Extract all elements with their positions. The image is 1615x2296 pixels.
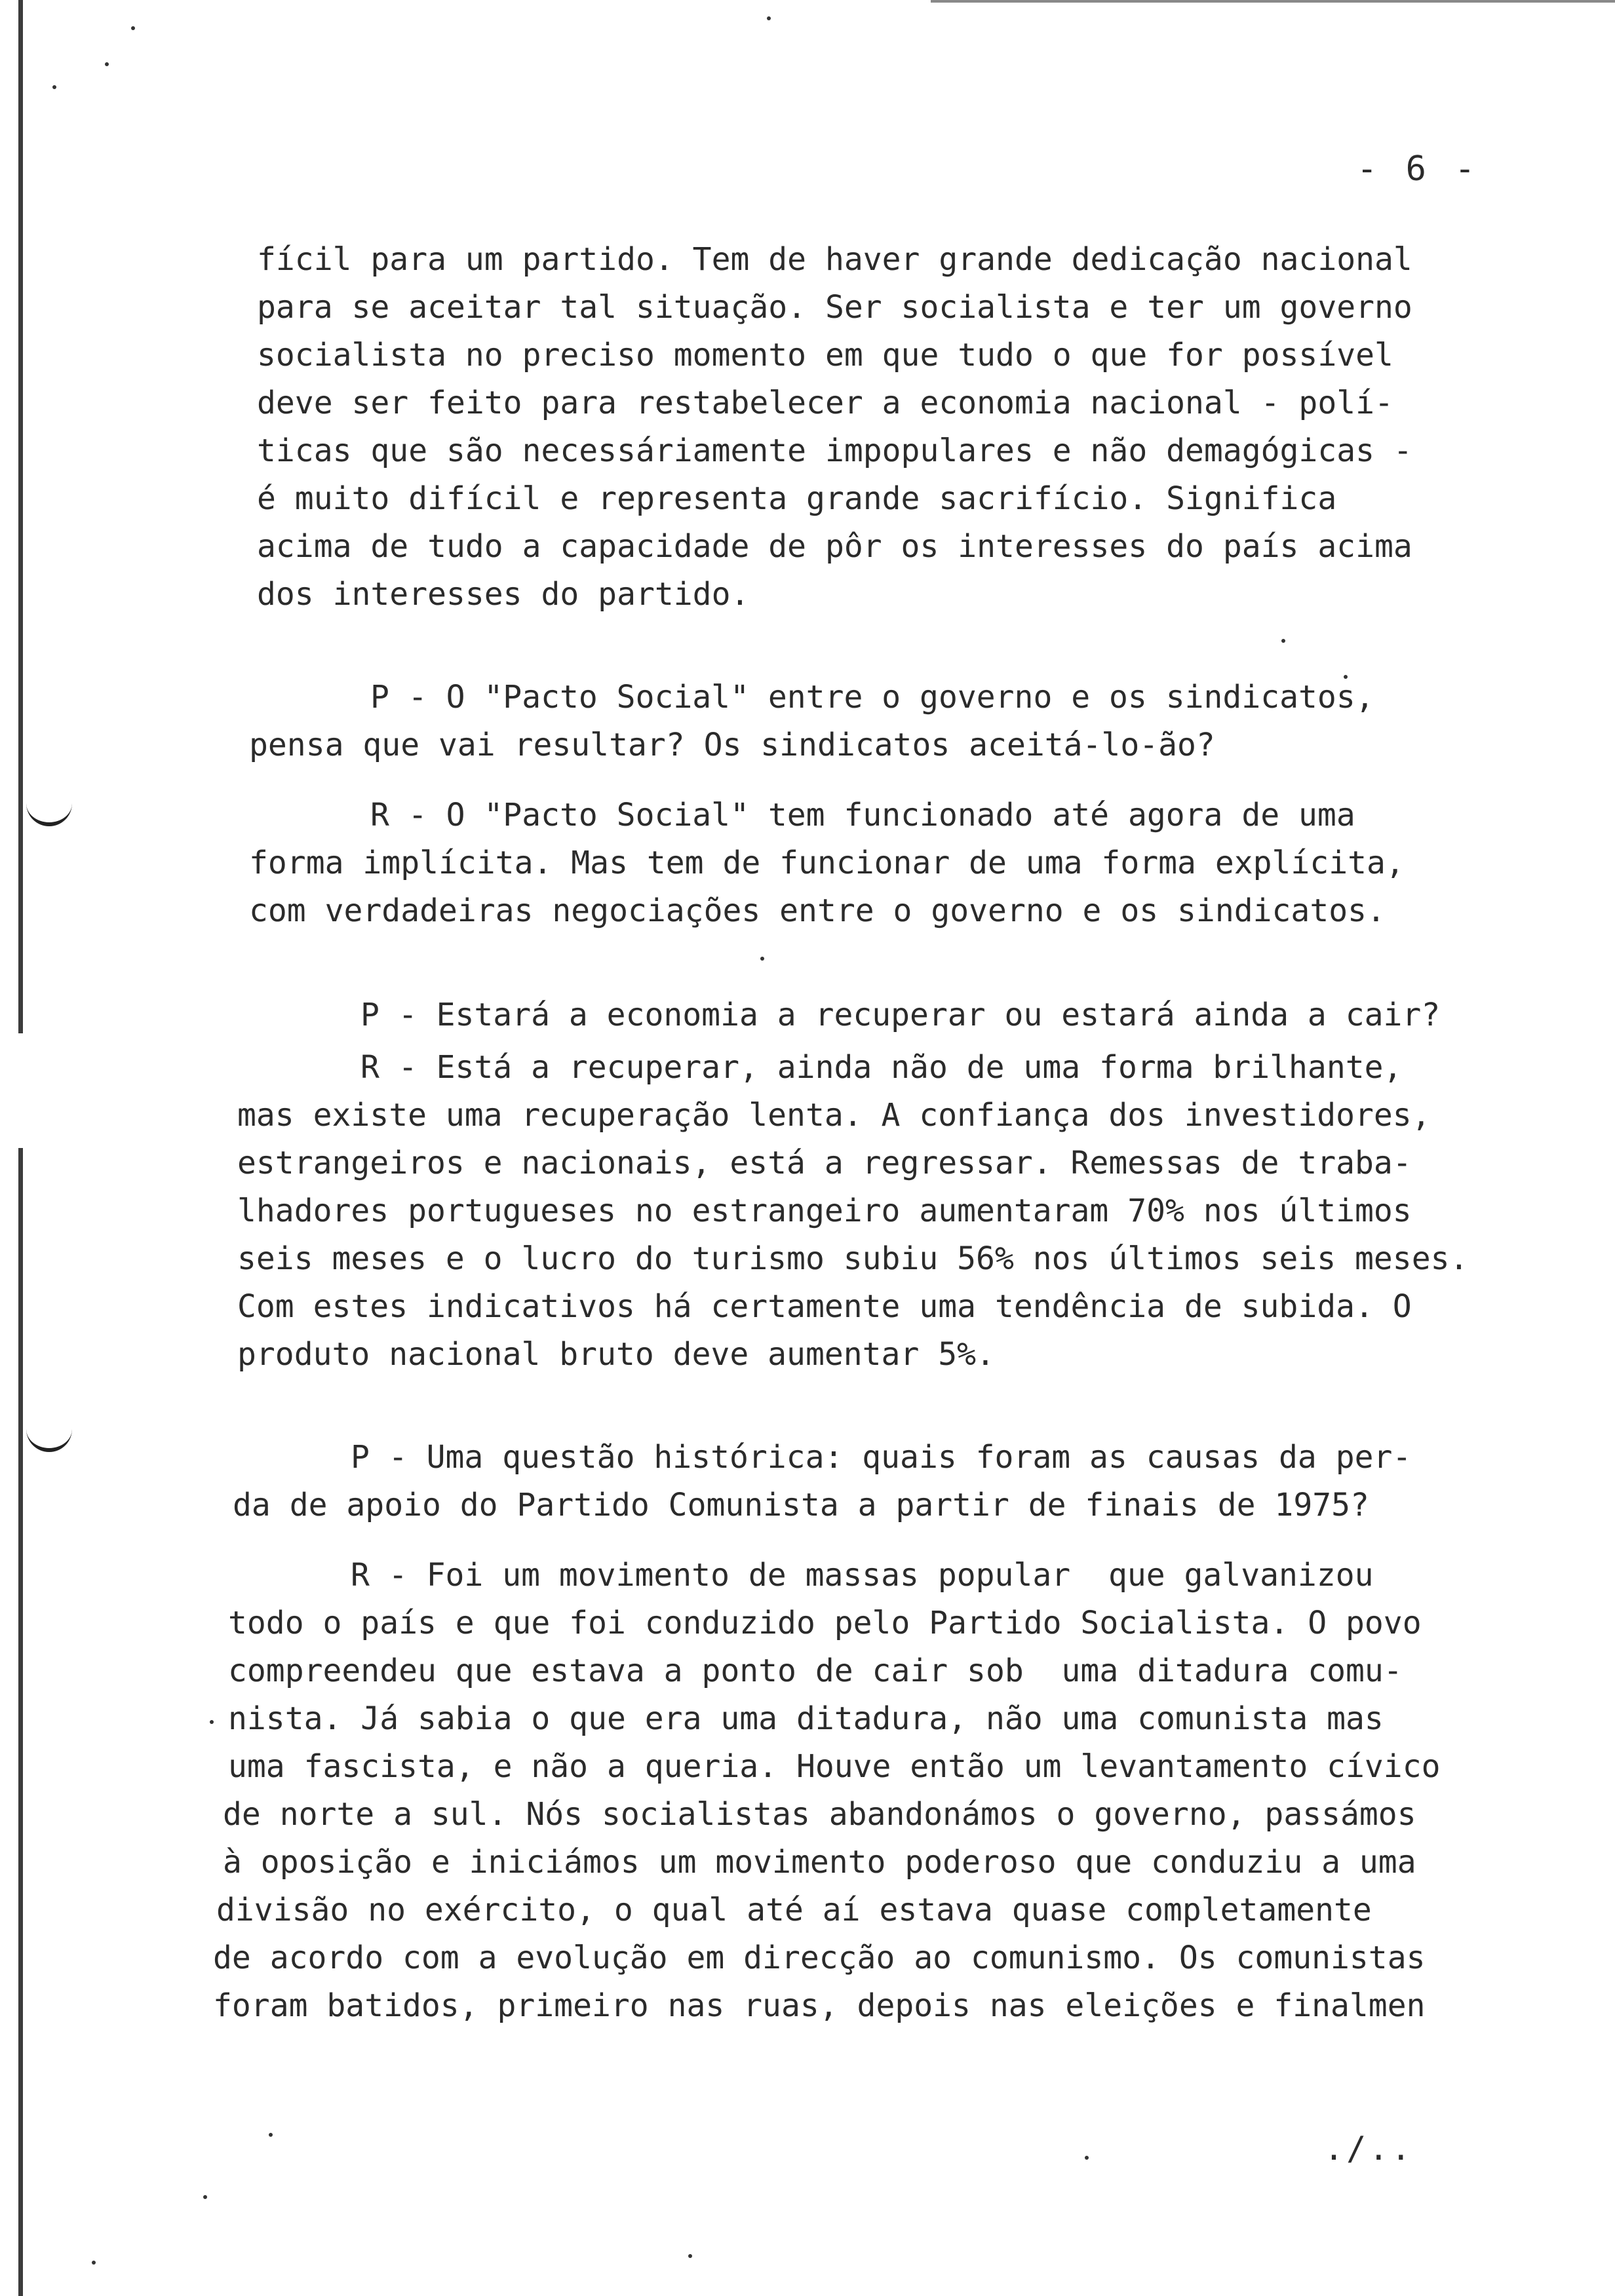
- text-line: uma fascista, e não a queria. Houve então um levantamento cívico: [228, 1748, 1441, 1785]
- text-line: lhadores portugueses no estrangeiro aumentaram 70% nos últimos: [237, 1193, 1412, 1229]
- dust-speck: [1085, 2156, 1089, 2160]
- text-line: socialista no preciso momento em que tudo o que for possível: [257, 337, 1393, 373]
- text-line: estrangeiros e nacionais, está a regressar. Remessas de traba-: [237, 1145, 1412, 1181]
- dust-speck: [105, 62, 109, 66]
- dust-speck: [269, 2133, 273, 2137]
- dust-speck: [1281, 639, 1285, 643]
- dust-speck: [52, 85, 56, 89]
- text-line: seis meses e o lucro do turismo subiu 56% nos últimos seis meses.: [237, 1240, 1469, 1277]
- text-line: todo o país e que foi conduzido pelo Partido Socialista. O povo: [228, 1605, 1422, 1641]
- dust-speck: [767, 16, 771, 20]
- question-line: P - O "Pacto Social" entre o governo e os sindicatos,: [370, 679, 1374, 716]
- text-line: acima de tudo a capacidade de pôr os interesses do país acima: [257, 528, 1412, 565]
- question-line: P - Estará a economia a recuperar ou estará ainda a cair?: [360, 997, 1441, 1033]
- dust-speck: [203, 2195, 207, 2199]
- text-line: ticas que são necessáriamente impopulares e não demagógicas -: [257, 432, 1412, 469]
- answer-line: R - Está a recuperar, ainda não de uma forma brilhante,: [360, 1049, 1403, 1086]
- question-line: P - Uma questão histórica: quais foram as causas da per-: [351, 1439, 1412, 1476]
- dust-speck: [131, 26, 135, 30]
- answer-line: R - O "Pacto Social" tem funcionado até agora de uma: [370, 797, 1355, 833]
- text-line: para se aceitar tal situação. Ser socialista e ter um governo: [257, 289, 1412, 326]
- text-line: forma implícita. Mas tem de funcionar de uma forma explícita,: [249, 845, 1405, 881]
- punch-hole-mark: [26, 1422, 72, 1452]
- continuation-mark: ./..: [1324, 2130, 1414, 2168]
- text-line: Com estes indicativos há certamente uma tendência de subida. O: [237, 1288, 1412, 1325]
- page-number: - 6 -: [1357, 149, 1479, 189]
- text-line: de acordo com a evolução em direcção ao comunismo. Os comunistas: [213, 1940, 1426, 1976]
- top-edge-shadow: [931, 0, 1615, 3]
- text-line: divisão no exército, o qual até aí estava quase completamente: [216, 1892, 1372, 1928]
- text-line: mas existe uma recuperação lenta. A confiança dos investidores,: [237, 1097, 1431, 1134]
- dust-speck: [760, 957, 764, 961]
- text-line: deve ser feito para restabelecer a economia nacional - polí-: [257, 385, 1393, 421]
- answer-line: R - Foi um movimento de massas popular que galvanizou: [351, 1557, 1374, 1594]
- page-edge-shadow: [18, 0, 23, 2296]
- dust-speck: [688, 2254, 692, 2258]
- dust-speck: [210, 1720, 214, 1724]
- text-line: compreendeu que estava a ponto de cair sob uma ditadura comu-: [228, 1653, 1403, 1689]
- text-line: nista. Já sabia o que era uma ditadura, não uma comunista mas: [228, 1700, 1384, 1737]
- text-line: da de apoio do Partido Comunista a partir de finais de 1975?: [233, 1487, 1369, 1523]
- text-line: com verdadeiras negociações entre o governo e os sindicatos.: [249, 892, 1386, 929]
- text-line: pensa que vai resultar? Os sindicatos aceitá-lo-ão?: [249, 727, 1215, 763]
- text-line: de norte a sul. Nós socialistas abandonámos o governo, passámos: [223, 1796, 1416, 1833]
- text-line: à oposição e iniciámos um movimento poderoso que conduziu a uma: [223, 1844, 1416, 1881]
- text-line: foram batidos, primeiro nas ruas, depois nas eleições e finalmen: [213, 1987, 1426, 2024]
- text-line: dos interesses do partido.: [257, 576, 750, 613]
- text-line: fícil para um partido. Tem de haver grande dedicação nacional: [257, 241, 1412, 278]
- dust-speck: [92, 2261, 96, 2265]
- punch-hole-mark: [26, 796, 72, 826]
- text-line: é muito difícil e representa grande sacrifício. Significa: [257, 480, 1337, 517]
- text-line: produto nacional bruto deve aumentar 5%.: [237, 1336, 995, 1373]
